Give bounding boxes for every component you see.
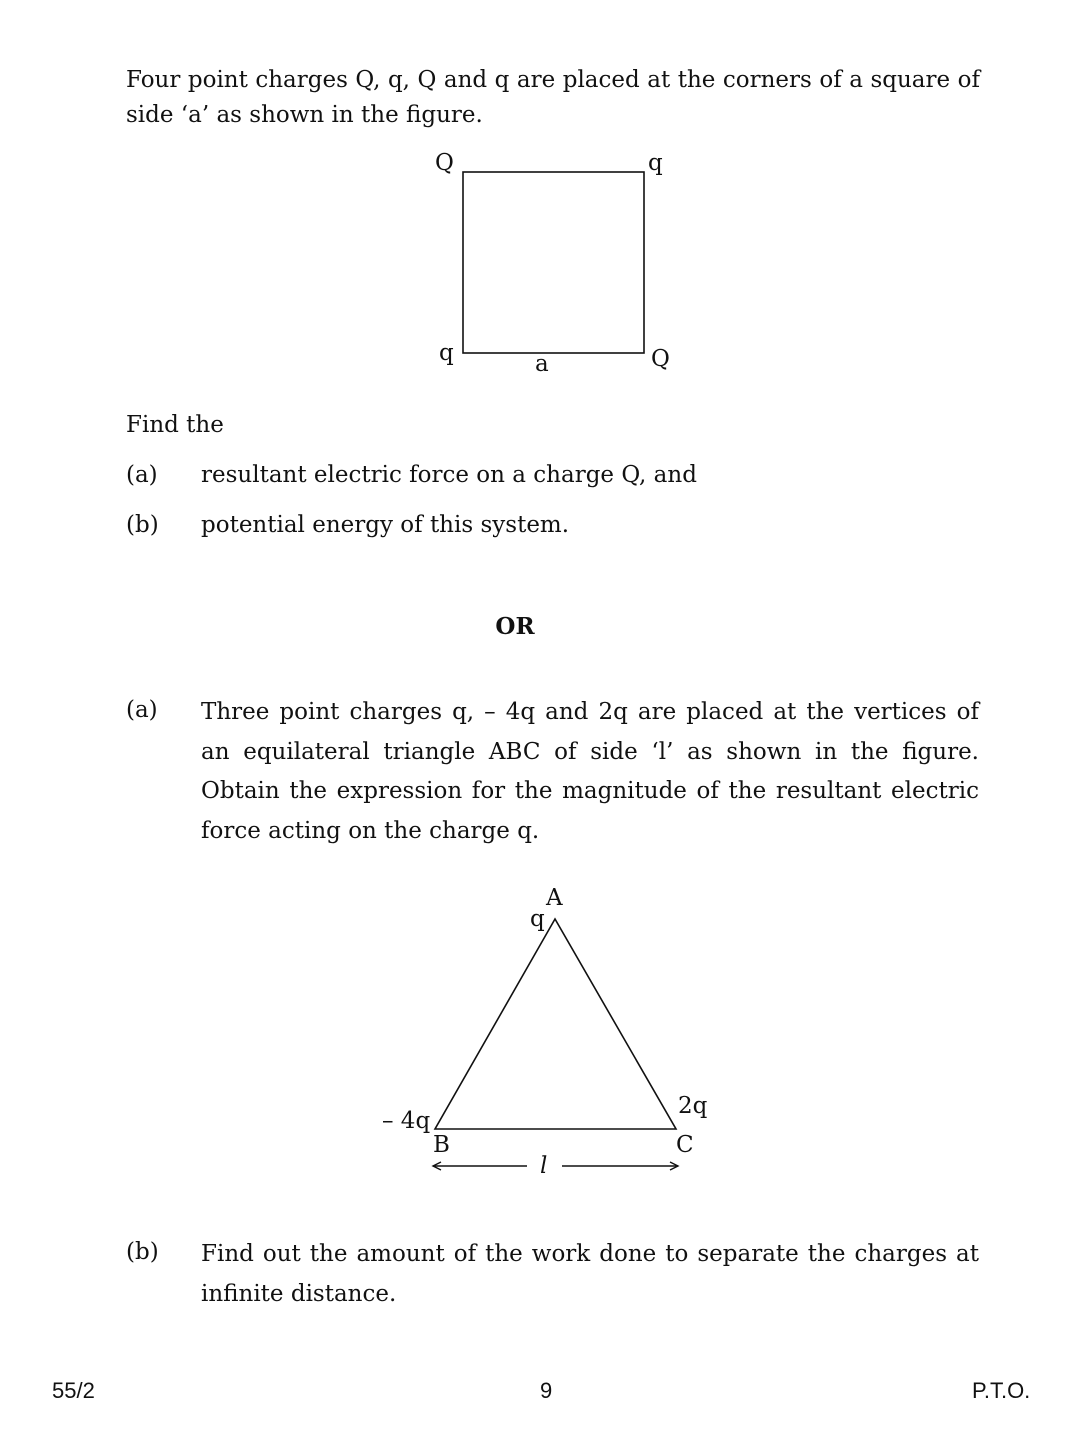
part-2a-label: (a) — [126, 697, 158, 723]
part-1b-label: (b) — [126, 512, 159, 538]
part-1a-text: resultant electric force on a charge Q, and — [201, 462, 697, 488]
find-the-text: Find the — [126, 412, 224, 438]
footer-page-number: 9 — [540, 1378, 553, 1403]
triangle-charge-a: q — [530, 906, 545, 932]
triangle-charge-b: – 4q — [382, 1108, 431, 1134]
part-1b-text: potential energy of this system. — [201, 512, 570, 538]
intro-text: Four point charges Q, q, Q and q are placed at the corners of a square of side ‘a’ as shown in the figure. — [126, 67, 980, 128]
square-side-label: a — [535, 351, 549, 377]
triangle-outline — [435, 919, 676, 1129]
triangle-side-label: l — [540, 1153, 548, 1179]
part-2a-text: Three point charges q, – 4q and 2q are placed at the vertices of an equilateral triangle ABC of side ‘l’ as shown in the figure. Obtain the expression for the magnitude of the resultant electric force acting on the charge q. — [201, 699, 979, 844]
footer-pto: P.T.O. — [972, 1378, 1031, 1403]
triangle-charge-c: 2q — [678, 1093, 708, 1119]
square-bottom-right-charge: Q — [651, 346, 670, 372]
part-2b-text: Find out the amount of the work done to separate the charges at infinite distance. — [201, 1241, 979, 1307]
square-top-left-charge: Q — [435, 150, 454, 176]
footer-paper-code: 55/2 — [52, 1378, 95, 1403]
side-arrow-right-head — [670, 1162, 678, 1170]
side-arrow-left-head — [433, 1162, 441, 1170]
triangle-vertex-b: B — [433, 1132, 450, 1158]
square-outline — [463, 172, 644, 353]
part-1a-label: (a) — [126, 462, 158, 488]
square-top-right-charge: q — [648, 150, 663, 176]
or-heading: OR — [495, 613, 535, 640]
triangle-vertex-a: A — [546, 885, 563, 911]
square-bottom-left-charge: q — [439, 340, 454, 366]
part-2b-label: (b) — [126, 1239, 159, 1265]
triangle-vertex-c: C — [676, 1132, 694, 1158]
